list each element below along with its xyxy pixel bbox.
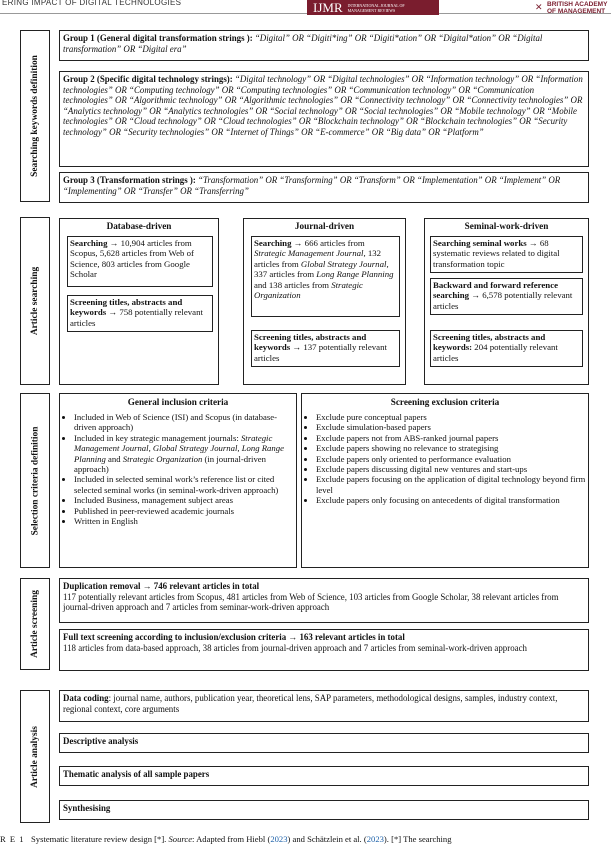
synthesising-text: Synthesising: [63, 803, 111, 813]
group-2-box: [59, 71, 589, 167]
journal-name-gsj: Global Strategy Journal: [300, 258, 387, 269]
journal-search-box: [251, 236, 400, 317]
journal-search-part-d: and 138 articles from: [254, 279, 332, 290]
caption-text-b: : Adapted from Hiebl (: [192, 834, 271, 844]
inclusion-journal-so: Strategic Organization: [122, 453, 203, 464]
thematic-analysis-box: [59, 766, 589, 786]
group-1-title: Group 1 (General digital transformation strings ):: [63, 33, 253, 43]
exclusion-item: • Exclude papers not from ABS-ranked journal papers: [316, 433, 588, 443]
inclusion-item-2-part-d: and: [105, 453, 123, 464]
inclusion-journal-smj: Strategic Management Journal: [74, 432, 273, 454]
inclusion-item-1: • Included in Web of Science (ISI) and Scopus (in database-driven approach): [74, 412, 296, 433]
seminal-search-box: [430, 236, 583, 273]
inclusion-item-4: • Included Business, management subject areas: [74, 495, 296, 505]
data-coding-text: : journal name, authors, publication year, theoretical lens, SAP parameters, methodological designs, samples, industry context, regional context, core arguments: [63, 693, 558, 714]
data-coding-box: [59, 690, 589, 722]
journal-name-lrp: Long Range Planning: [316, 269, 394, 280]
society-logo-icon: ✕: [535, 2, 543, 12]
inclusion-item-6: • Written in English: [74, 516, 296, 526]
full-text-screening-text: 118 articles from data-based approach, 38 articles from journal-driven approach and 7 articles from seminal-work-driven approach: [63, 642, 527, 653]
journal-logo-subtext: INTERNATIONAL JOURNAL OF MANAGEMENT REVIEWS: [347, 2, 405, 13]
thematic-analysis-text: Thematic analysis of all sample papers: [63, 769, 210, 779]
journal-screen-box: [251, 330, 400, 367]
exclusion-item: • Exclude simulation-based papers: [316, 422, 588, 432]
database-search-box: [67, 236, 213, 287]
full-text-screening-lead: Full text screening according to inclusion/exclusion criteria → 163 relevant articles in total: [63, 632, 405, 642]
seminal-reference-lead: Backward and forward reference searching: [433, 280, 559, 301]
stage-selection-text: Selection criteria definition: [30, 426, 40, 535]
group-2-terms: “Digital technology” OR “Digital technologies” OR “Information technology” OR “Information technologies” OR “Computing technology” OR “Computing technologies” OR “Communication technology” OR “Communication technologies” OR “Algorithmic technology” OR “Algorithmic technologies” OR “Connectivity technology” OR “Connectivity technologies” OR “Analytics technology” OR “Analytics technologies” OR “Social technology” OR “Social technologies” OR “Mobile technology” OR “Mobile technologies” OR “Cloud technology” OR “Cloud technologies” OR “Blockchain technology” OR “Blockchain technologies” OR “Security technology” OR “Security technologies” OR “Internet of Things” OR “E-commerce” OR “Big data” OR “Platform”: [63, 74, 583, 137]
journal-search-lead: Searching: [254, 238, 292, 248]
journal-driven-panel: [243, 218, 406, 385]
inclusion-item-2-part-c: ,: [237, 443, 242, 454]
running-title: ERING IMPACT OF DIGITAL TECHNOLOGIES: [2, 0, 182, 7]
group-3-title: Group 3 (Transformation strings ):: [63, 175, 196, 185]
stage-screening-text: Article screening: [30, 590, 40, 658]
seminal-reference-box: [430, 278, 583, 315]
exclusion-item: • Exclude pure conceptual papers: [316, 412, 588, 422]
exclusion-criteria-panel: [301, 393, 589, 568]
inclusion-criteria-title: General inclusion criteria: [127, 397, 229, 407]
society-logo-line1: BRITISH ACADEMY: [547, 1, 608, 8]
journal-logo: [307, 0, 439, 15]
journal-screen-lead: Screening titles, abstracts and keywords: [254, 332, 367, 353]
inclusion-item-2-part-e: (in journal-driven approach): [74, 453, 267, 475]
group-1-box: [59, 30, 589, 61]
seminal-screen-text: 204 potentially relevant articles: [433, 342, 558, 363]
caption-ref-2[interactable]: 2023: [366, 834, 384, 844]
journal-screen-text: → 137 potentially relevant articles: [254, 342, 387, 363]
caption-text-c: ) and Schätzlein et al. (: [287, 834, 367, 844]
stage-screening-label: [20, 578, 50, 670]
group-3-box: [59, 172, 589, 203]
journal-name-so: Strategic Organization: [254, 279, 363, 301]
seminal-screen-box: [430, 330, 583, 367]
stage-keywords-label: [20, 30, 50, 202]
journal-name-smj: Strategic Management Journal: [254, 248, 364, 259]
inclusion-item-5: • Published in peer-reviewed academic journals: [74, 506, 296, 516]
stage-searching-label: [20, 217, 50, 385]
figure-caption: [0, 834, 611, 844]
journal-driven-title: Journal-driven: [294, 221, 355, 231]
caption-label: R E 1: [0, 834, 25, 844]
exclusion-item: • Exclude papers only focusing on antecedents of digital transformation: [316, 495, 588, 505]
inclusion-journal-lrp: Long Range Planning: [74, 443, 284, 464]
inclusion-criteria-list: [60, 412, 296, 526]
database-search-text: → 10,904 articles from Scopus, 5,628 articles from Web of Science, 803 articles from Google Scholar: [70, 238, 194, 280]
database-screen-box: [67, 295, 213, 332]
stage-keywords-text: Searching keywords definition: [30, 55, 40, 177]
database-driven-title: Database-driven: [106, 221, 172, 231]
caption-ref-1[interactable]: 2023: [270, 834, 288, 844]
seminal-driven-title: Seminal-work-driven: [464, 221, 549, 231]
group-2-title: Group 2 (Specific digital technology strings):: [63, 74, 233, 84]
stage-analysis-label: [20, 690, 50, 823]
journal-search-part-b: , 132 articles from: [254, 248, 382, 269]
inclusion-item-2: [74, 433, 296, 475]
duplication-removal-text: 117 potentially relevant articles from Scopus, 481 articles from Web of Science, 103 articles from Google Scholar, 38 relevant articles from journal-driven approach and 7 articles from seminar-work-driven approach: [63, 591, 559, 613]
caption-text-d: ). [*] The searching: [383, 834, 452, 844]
exclusion-criteria-title: Screening exclusion criteria: [390, 397, 500, 407]
stage-searching-text: Article searching: [30, 266, 40, 336]
exclusion-item: • Exclude papers focusing on the application of digital technology beyond firm level: [316, 474, 588, 495]
journal-logo-text: IJMR: [313, 0, 343, 15]
journal-search-part-c: , 337 articles from: [254, 258, 389, 280]
seminal-screen-lead: Screening titles, abstracts and keywords:: [433, 332, 546, 353]
database-search-lead: Searching: [70, 238, 108, 248]
duplication-removal-box: [59, 578, 589, 623]
database-screen-text: → 758 potentially relevant articles: [70, 307, 203, 328]
inclusion-criteria-panel: [59, 393, 297, 568]
inclusion-item-3: • Included in selected seminal work’s reference list or cited selected seminal works (in seminal-work-driven approach): [74, 474, 296, 495]
group-3-terms: “Transformation” OR “Transforming” OR “Transform” OR “Implementation” OR “Implement” OR “Implementing” OR “Transfer” OR “Transferring”: [63, 175, 561, 196]
seminal-search-text: → 68 systematic reviews related to digital transformation topic: [433, 238, 560, 269]
society-logo-line2: OF MANAGEMENT: [547, 8, 606, 15]
exclusion-item: • Exclude papers only oriented to performance evaluation: [316, 454, 588, 464]
seminal-driven-panel: [424, 218, 589, 385]
society-logo: [535, 0, 611, 16]
inclusion-item-2-part-a: Included in key strategic management journals:: [74, 432, 241, 443]
inclusion-journal-gsj: Global Strategy Journal: [152, 443, 238, 454]
society-logo-text: [547, 1, 607, 15]
descriptive-analysis-box: [59, 733, 589, 753]
descriptive-analysis-text: Descriptive analysis: [63, 736, 139, 746]
caption-text-a: Systematic literature review design [*].: [24, 834, 169, 844]
stage-selection-label: [20, 393, 50, 568]
running-header: [0, 0, 611, 14]
journal-search-part-a: → 666 articles from: [291, 238, 365, 248]
exclusion-item: • Exclude papers showing no relevance to strategising: [316, 443, 588, 453]
stage-analysis-text: Article analysis: [30, 725, 40, 788]
full-text-screening-box: [59, 629, 589, 671]
database-screen-lead: Screening titles, abstracts and keywords: [70, 297, 183, 318]
inclusion-item-2-part-b: ,: [148, 443, 153, 454]
seminal-reference-text: → 6,578 potentially relevant articles: [433, 290, 573, 311]
exclusion-criteria-list: [302, 412, 588, 506]
exclusion-item: • Exclude papers discussing digital new ventures and start-ups: [316, 464, 588, 474]
data-coding-lead: Data coding: [63, 693, 109, 703]
duplication-removal-lead: Duplication removal → 746 relevant articles in total: [63, 581, 260, 591]
group-1-terms: “Digital” OR “Digiti*ing” OR “Digiti*ation” OR “Digital*ation” OR “Digital transformation” OR “Digital era”: [63, 33, 543, 54]
synthesising-box: [59, 800, 589, 820]
caption-source-label: Source: [168, 834, 193, 844]
database-driven-panel: [59, 218, 219, 385]
seminal-search-lead: Searching seminal works: [433, 238, 527, 248]
